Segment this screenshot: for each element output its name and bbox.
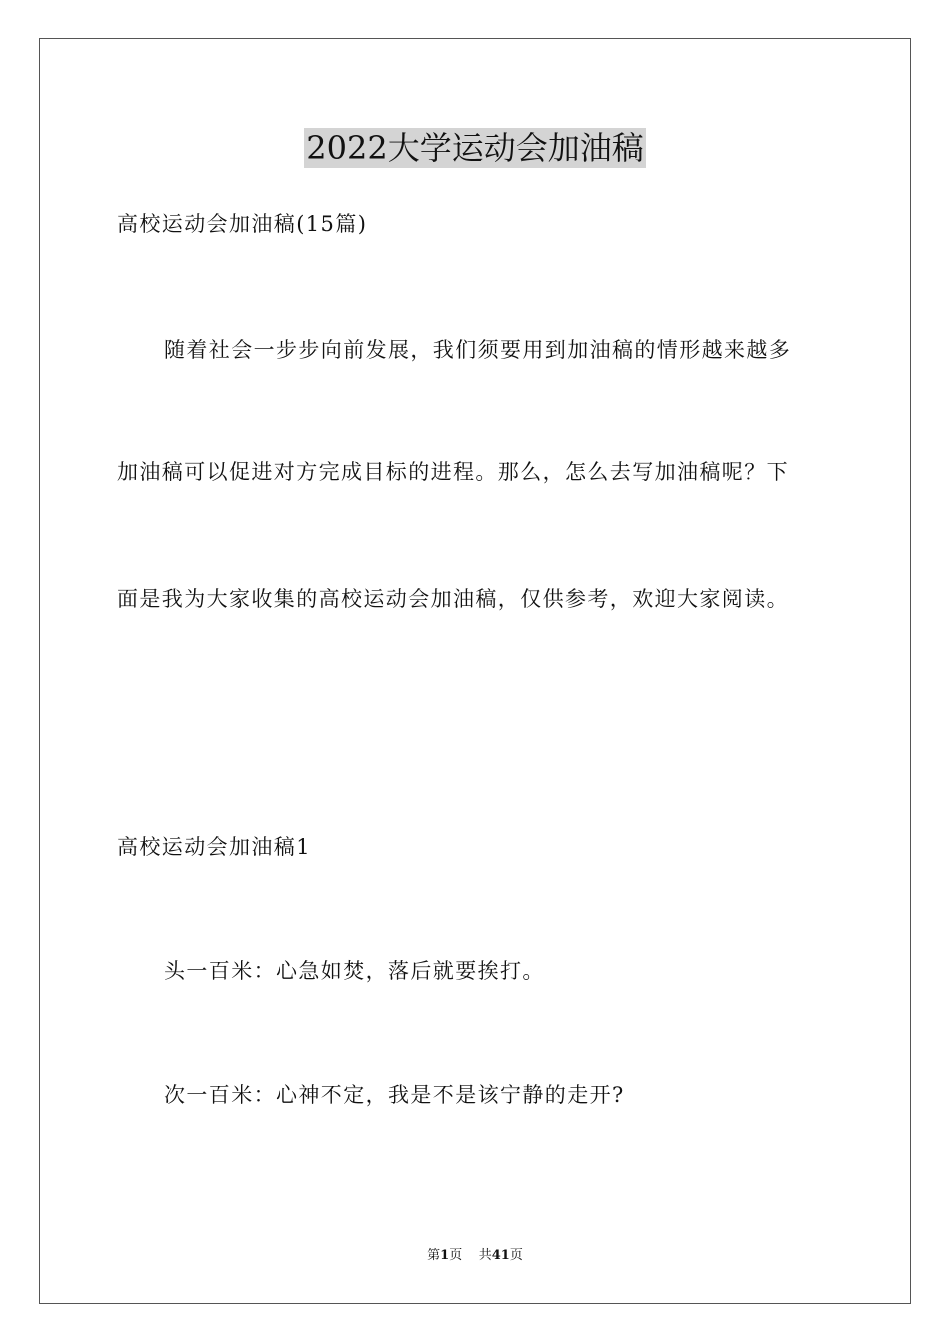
body-line-2: 次一百米：心神不定，我是不是该宁静的走开? <box>164 1083 625 1107</box>
title-container <box>0 128 950 168</box>
footer-total-unit: 页 <box>509 1248 523 1263</box>
footer-page-prefix: 第 <box>427 1248 441 1263</box>
document-title: 2022大学运动会加油稿 <box>306 129 644 167</box>
footer-total-prefix: 共 <box>478 1248 492 1263</box>
intro-line-2: 加油稿可以促进对方完成目标的进程。那么，怎么去写加油稿呢？下 <box>117 460 789 484</box>
footer-page-total: 41 <box>491 1248 510 1263</box>
footer-page-current: 1 <box>440 1248 450 1263</box>
body-line-1: 头一百米：心急如焚，落后就要挨打。 <box>164 959 545 983</box>
page-footer <box>0 1247 950 1265</box>
intro-line-3: 面是我为大家收集的高校运动会加油稿，仅供参考，欢迎大家阅读。 <box>117 587 789 611</box>
document-subtitle: 高校运动会加油稿(15篇) <box>117 212 368 236</box>
intro-line-1: 随着社会一步步向前发展，我们须要用到加油稿的情形越来越多 <box>164 338 792 362</box>
section-heading: 高校运动会加油稿1 <box>117 835 311 859</box>
footer-page-unit: 页 <box>449 1248 463 1263</box>
